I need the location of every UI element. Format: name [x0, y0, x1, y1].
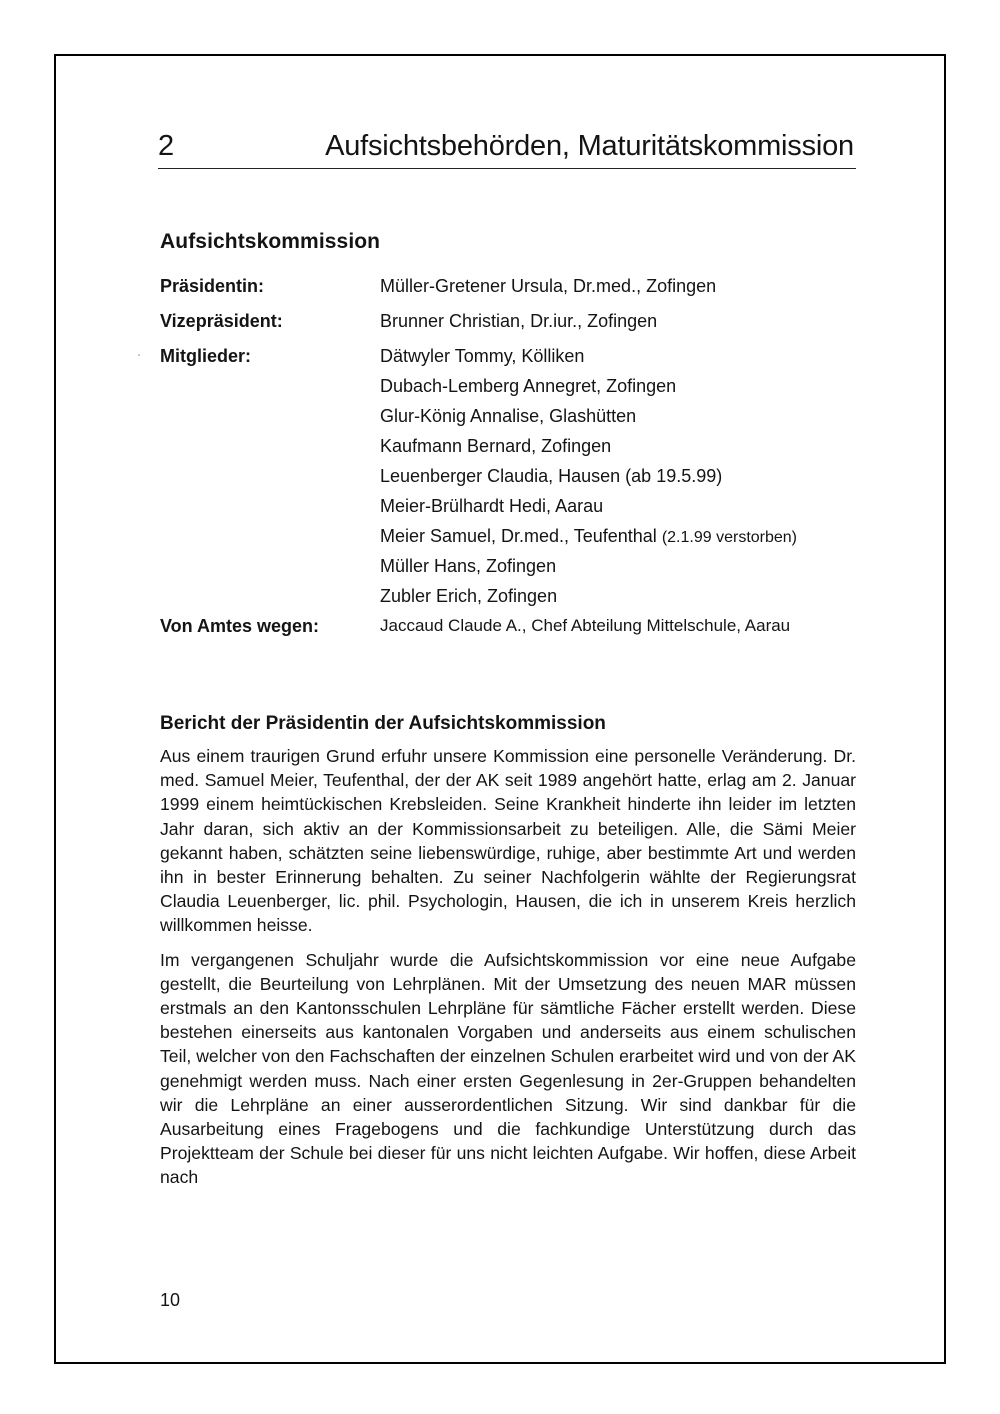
roster-row	[160, 376, 860, 400]
roster-row	[160, 346, 860, 370]
member-name	[380, 526, 797, 547]
member-name-text: Meier Samuel, Dr.med., Teufenthal	[380, 526, 657, 546]
roster-row	[160, 526, 860, 550]
roster-row	[160, 276, 860, 300]
chapter-title: Aufsichtsbehörden, Maturitätskommission	[325, 130, 854, 162]
role-label: Vizepräsident:	[160, 311, 283, 331]
chapter-number: 2	[158, 130, 175, 162]
roster-row	[160, 466, 860, 490]
report-body	[160, 744, 856, 1200]
member-name: Meier-Brülhardt Hedi, Aarau	[380, 496, 604, 516]
page-edge-bottom	[54, 1362, 946, 1364]
member-name: Leuenberger Claudia, Hausen (ab 19.5.99)	[380, 466, 723, 486]
roster-row	[160, 496, 860, 520]
page-edge-left	[54, 54, 56, 1364]
report-title: Bericht der Präsidentin der Aufsichtskommission	[160, 713, 606, 734]
report-paragraph: Im vergangenen Schuljahr wurde die Aufsichtskommission vor eine neue Aufgabe gestellt, die Beurteilung von Lehrplänen. Mit der Umsetzung des neuen MAR müssen erstmals an den Kantonsschulen Lehrpläne für sämtliche Fächer erstellt werden. Diese bestehen einerseits aus kantonalen Vorgaben und anderseits aus einem schulischen Teil, welcher von den Fachschaften der einzelnen Schulen erarbeitet wird und von der AK genehmigt werden muss. Nach einer ersten Gegenlesung in 2er-Gruppen behandelten wir die Lehrpläne an einer ausserordentlichen Sitzung. Wir sind dankbar für die Ausarbeitung eines Fragebogens und die fachkundige Unterstützung durch das Projektteam der Schule bei dieser für uns nicht leichten Aufgabe. Wir hoffen, diese Arbeit nach	[160, 949, 856, 1188]
role-label: Präsidentin:	[160, 276, 265, 296]
member-name: Dätwyler Tommy, Kölliken	[380, 346, 585, 366]
page-edge-top	[54, 54, 946, 56]
roster-row	[160, 556, 860, 580]
member-name: Brunner Christian, Dr.iur., Zofingen	[380, 311, 658, 331]
chapter-header	[158, 128, 856, 169]
scan-speck	[138, 354, 140, 356]
member-name: Glur-König Annalise, Glashütten	[380, 406, 637, 426]
roster-row	[160, 436, 860, 460]
roster-row	[160, 311, 860, 335]
roster-row	[160, 586, 860, 610]
report-paragraph: Aus einem traurigen Grund erfuhr unsere Kommission eine personelle Veränderung. Dr. med. Samuel Meier, Teufenthal, der der AK seit 1989 angehört hatte, erlag am 2. Januar 1999 einem heimtückischen Krebsleiden. Seine Krankheit hinderte ihn leider im letzten Jahr daran, sich aktiv an der Kommissionsarbeit zu beteiligen. Alle, die Sämi Meier gekannt haben, schätzten seine liebenswürdige, ruhige, aber bestimmte Art und werden ihn in bester Erinnerung behalten. Zu seiner Nachfolgerin wählte der Regierungsrat Claudia Leuenberger, lic. phil. Psychologin, Hausen, die ich in unserem Kreis herzlich willkommen heisse.	[160, 746, 856, 936]
member-name: Dubach-Lemberg Annegret, Zofingen	[380, 376, 677, 396]
roster-row	[160, 406, 860, 430]
page-number: 10	[160, 1290, 181, 1310]
member-name: Zubler Erich, Zofingen	[380, 586, 558, 606]
role-label: Von Amtes wegen:	[160, 616, 320, 636]
member-name: Müller Hans, Zofingen	[380, 556, 557, 576]
section-title: Aufsichtskommission	[160, 230, 381, 253]
page-edge-right	[944, 54, 946, 1364]
roster-row	[160, 616, 860, 640]
member-note: (2.1.99 verstorben)	[661, 529, 798, 546]
member-name: Müller-Gretener Ursula, Dr.med., Zofingen	[380, 276, 717, 296]
member-name: Kaufmann Bernard, Zofingen	[380, 436, 612, 456]
member-name: Jaccaud Claude A., Chef Abteilung Mittelschule, Aarau	[380, 616, 791, 635]
role-label: Mitglieder:	[160, 346, 252, 366]
